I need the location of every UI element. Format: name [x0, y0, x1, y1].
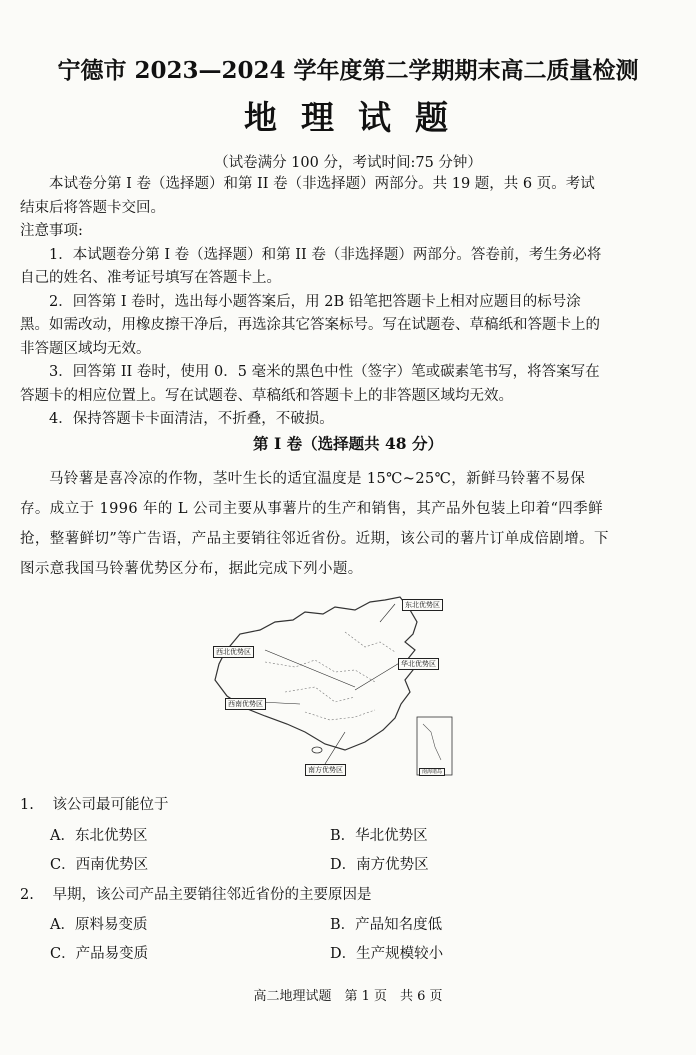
map-label-northwest: 西北优势区 — [213, 646, 254, 658]
question-1 — [20, 793, 168, 814]
exam-header-title: 宁德市 2023—2024 学年度第二学期期末高二质量检测 — [57, 57, 639, 84]
question-number: 1. — [20, 797, 34, 813]
map-label-northeast: 东北优势区 — [402, 599, 443, 611]
option-d: D．南方优势区 — [330, 857, 429, 873]
option-b: B．华北优势区 — [330, 828, 428, 844]
map-label-south: 南方优势区 — [305, 764, 346, 776]
notice-item: 1．本试题卷分第 I 卷（选择题）和第 II 卷（非选择题）两部分。答卷前，考生务必将自己的姓名、准考证号填写在答题卡上。 — [20, 246, 602, 286]
instructions-intro: 本试卷分第 I 卷（选择题）和第 II 卷（非选择题）两部分。共 19 题，共 6 页。考试结束后将答题卡交回。 — [20, 176, 595, 216]
question-2 — [20, 883, 371, 904]
notice-item: 4．保持答题卡卡面清洁，不折叠，不破损。 — [49, 411, 334, 427]
notice-item: 2．回答第 I 卷时，选出每小题答案后，用 2B 铅笔把答题卡上相对应题目的标号涂黑。如需改动，用橡皮擦干净后，再选涂其它答案标号。写在试题卷、草稿纸和答题卡上的非答题区域均无效。 — [20, 293, 600, 357]
notice-label: 注意事项: — [20, 223, 83, 239]
passage-text: 马铃薯是喜冷凉的作物，茎叶生长的适宜温度是 15℃~25℃，新鲜马铃薯不易保存。成立于 1996 年的 L 公司主要从事薯片的生产和销售，其产品外包装上印着“四季鲜抢，整薯鲜切”等广告语，产品主要销往邻近省份。近期，该公司的薯片订单成倍剧增。下图示意我国马铃薯优势区分布，据此完成下列小题。 — [20, 471, 609, 577]
option-c: C．产品易变质 — [50, 946, 149, 962]
map-label-inset: 南海诸岛 — [419, 768, 445, 776]
notice-item: 3．回答第 II 卷时，使用 0．5 毫米的黑色中性（签字）笔或碳素笔书写，将答案写在答题卡的相应位置上。写在试题卷、草稿纸和答题卡上的非答题区域均无效。 — [20, 364, 600, 404]
option-b: B．产品知名度低 — [330, 917, 443, 933]
option-a: A．东北优势区 — [50, 828, 148, 844]
question-stem: 该公司最可能位于 — [52, 797, 169, 813]
exam-info: （试卷满分 100 分，考试时间:75 分钟） — [214, 155, 482, 171]
option-c: C．西南优势区 — [50, 857, 149, 873]
instructions-block — [20, 173, 608, 432]
section-title: 第 I 卷（选择题共 48 分） — [253, 434, 443, 453]
question-stem: 早期，该公司产品主要销往邻近省份的主要原因是 — [52, 887, 372, 903]
question-number: 2. — [20, 887, 34, 903]
china-potato-map — [205, 592, 460, 784]
map-label-north: 华北优势区 — [398, 658, 439, 670]
page-footer: 高二地理试题 第 1 页 共 6 页 — [253, 989, 443, 1004]
china-map-outline — [205, 592, 460, 784]
option-a: A．原料易变质 — [50, 917, 148, 933]
map-label-southwest: 西南优势区 — [225, 698, 266, 710]
option-d: D．生产规模较小 — [330, 946, 444, 962]
subject-title: 地理试题 — [244, 98, 472, 137]
